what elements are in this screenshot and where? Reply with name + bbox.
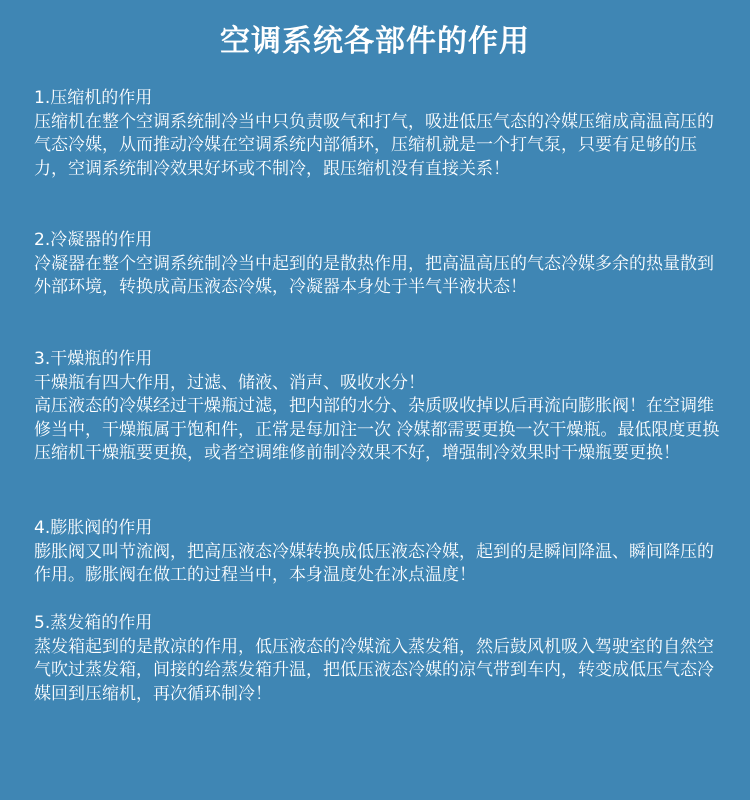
page-title: 空调系统各部件的作用 [220,24,530,59]
section-heading: 5.蒸发箱的作用 [34,613,153,633]
section-paragraph: 冷凝器在整个空调系统制冷当中起到的是散热作用，把高温高压的气态冷媒多余的热量散到外部环境，转换成高压液态冷媒，冷凝器本身处于半气半液状态！ [34,253,714,298]
section-paragraph: 压缩机在整个空调系统制冷当中只负责吸气和打气，吸进低压气态的冷媒压缩成高温高压的气态冷媒，从而推动冷媒在空调系统内部循环，压缩机就是一个打气泵，只要有足够的压力，空调系统制冷效果好坏或不制冷，跟压缩机没有直接关系！ [34,111,714,179]
section-heading: 1.压缩机的作用 [34,88,153,108]
section-evaporator [34,612,724,706]
section-compressor [34,87,724,181]
section-paragraph: 膨胀阀又叫节流阀，把高压液态冷媒转换成低压液态冷媒，起到的是瞬间降温、瞬间降压的作用。膨胀阀在做工的过程当中，本身温度处在冰点温度！ [34,541,714,586]
section-condenser [34,229,724,300]
section-dryer [34,348,724,466]
section-heading: 2.冷凝器的作用 [34,230,153,250]
section-paragraph: 蒸发箱起到的是散凉的作用，低压液态的冷媒流入蒸发箱，然后鼓风机吸入驾驶室的自然空气吹过蒸发箱，间接的给蒸发箱升温，把低压液态冷媒的凉气带到车内，转变成低压气态冷媒回到压缩机，再次循环制冷！ [34,636,714,704]
section-paragraph: 高压液态的冷媒经过干燥瓶过滤，把内部的水分、杂质吸收掉以后再流向膨胀阀！在空调维修当中，干燥瓶属于饱和件，正常是每加注一次 冷媒都需要更换一次干燥瓶。最低限度更换压缩机干燥瓶要更换，或者空调维修前制冷效果不好，增强制冷效果时干燥瓶要更换！ [34,396,720,464]
section-heading: 4.膨胀阀的作用 [34,518,153,538]
section-heading: 3.干燥瓶的作用 [34,349,153,369]
section-paragraph: 干燥瓶有四大作用，过滤、储液、消声、吸收水分！ [34,372,425,393]
section-expansion-valve [34,517,724,588]
